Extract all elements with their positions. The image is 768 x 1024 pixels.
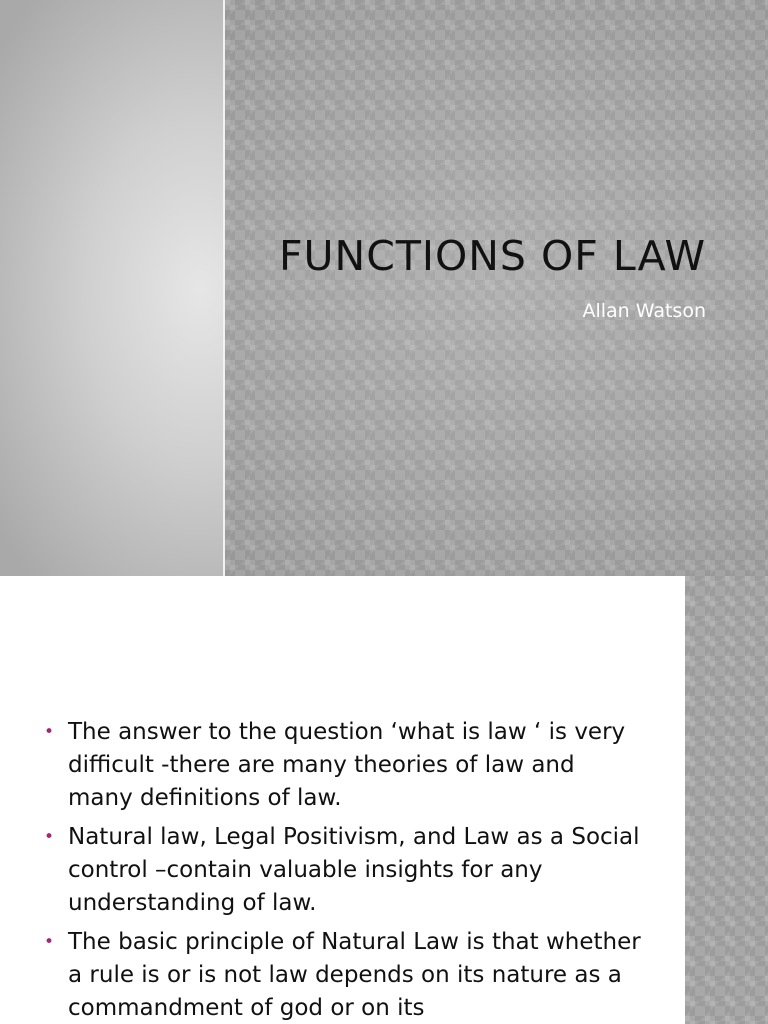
bullet-text: The basic principle of Natural Law is that whether a rule is or is not law depends on its nature as a commandment of god or on its bbox=[68, 929, 641, 1021]
bullet-item bbox=[42, 716, 642, 815]
bullet-text: The answer to the question ‘what is law ‘ is very difficult -there are many theories of law and many definitions of law. bbox=[68, 719, 626, 811]
bullet-icon: • bbox=[44, 722, 55, 742]
gradient-side-panel bbox=[0, 0, 223, 576]
patterned-side-strip bbox=[685, 576, 768, 1024]
bullet-text: Natural law, Legal Positivism, and Law as a Social control –contain valuable insights for any understanding of law. bbox=[68, 824, 640, 916]
bullet-item bbox=[42, 926, 642, 1024]
patterned-background bbox=[225, 0, 768, 576]
bullet-icon: • bbox=[44, 932, 55, 952]
bullet-list bbox=[42, 716, 642, 1024]
bullet-item bbox=[42, 821, 642, 920]
content-slide bbox=[0, 576, 768, 1024]
slide-subtitle: Allan Watson bbox=[582, 300, 706, 322]
slide-title: FUNCTIONS OF LAW bbox=[278, 232, 706, 280]
bullet-icon: • bbox=[44, 827, 55, 847]
